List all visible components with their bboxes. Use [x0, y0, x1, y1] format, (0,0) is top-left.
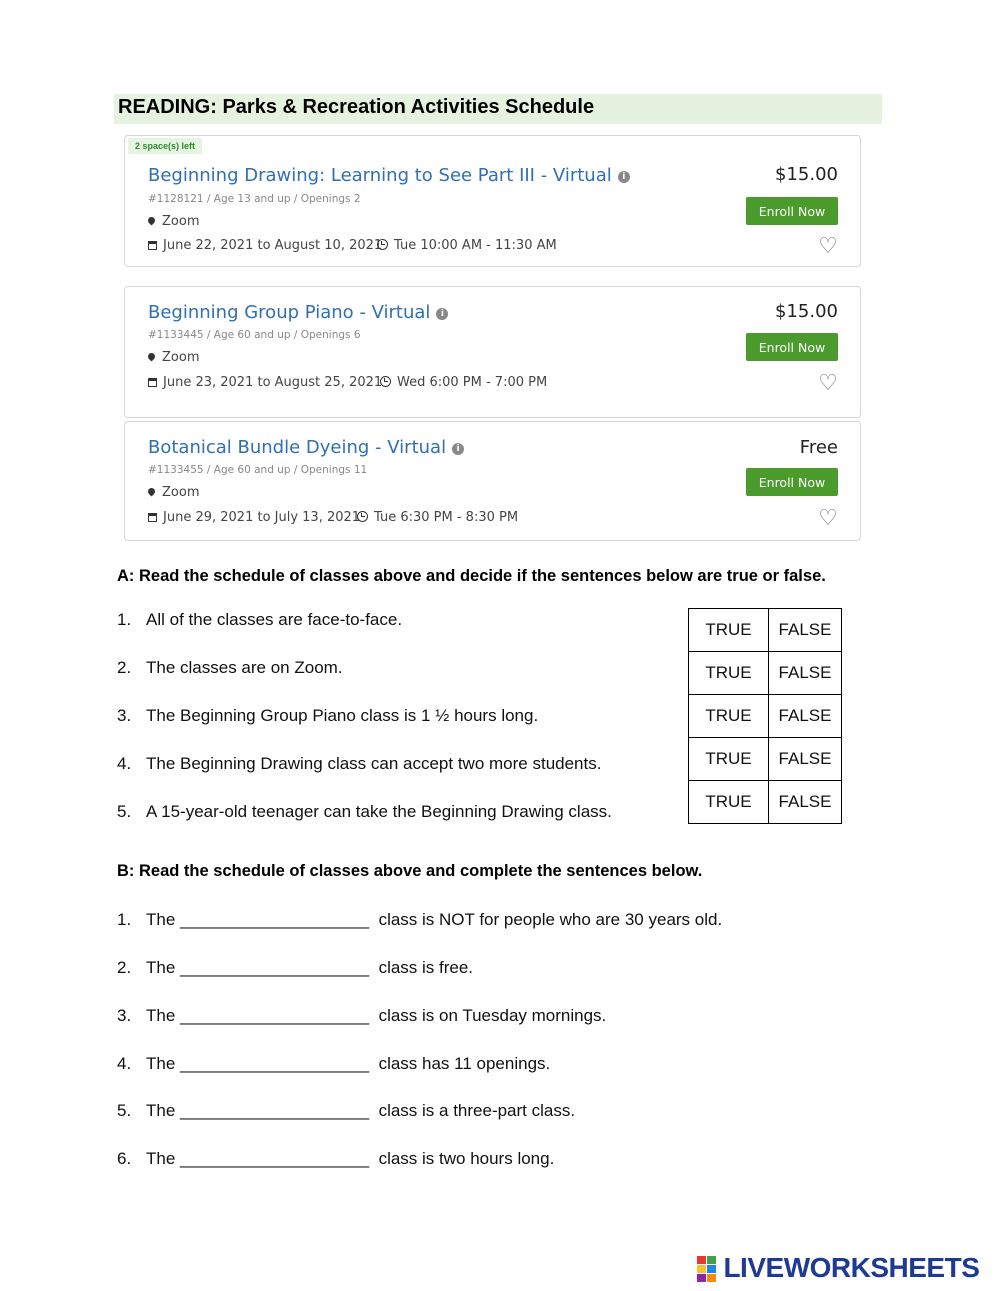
answer-blank[interactable]: The ____________________: [146, 910, 370, 929]
location-pin-icon: [147, 352, 157, 362]
enroll-now-button[interactable]: Enroll Now: [746, 468, 838, 496]
dates-label: June 22, 2021 to August 10, 2021: [163, 238, 383, 253]
question-text: class is two hours long.: [378, 1149, 555, 1168]
time-label: Tue 10:00 AM - 11:30 AM: [394, 238, 557, 253]
class-location: [148, 214, 199, 229]
false-option[interactable]: FALSE: [769, 781, 842, 824]
class-title-link[interactable]: [148, 302, 448, 323]
question-text: class is on Tuesday mornings.: [378, 1006, 607, 1025]
false-option[interactable]: FALSE: [769, 738, 842, 781]
true-option[interactable]: TRUE: [689, 652, 769, 695]
false-option[interactable]: FALSE: [769, 609, 842, 652]
class-title[interactable]: Beginning Drawing: Learning to See Part III - Virtual: [148, 165, 612, 186]
question-number: 6.: [117, 1149, 132, 1168]
true-false-question: [117, 754, 601, 774]
info-icon[interactable]: i: [618, 171, 630, 183]
section-b-heading: B: Read the schedule of classes above and complete the sentences below.: [117, 862, 703, 880]
logo-text: LIVEWORKSHEETS: [723, 1252, 980, 1283]
answer-blank[interactable]: The ____________________: [146, 1054, 370, 1073]
question-number: 5.: [117, 1101, 132, 1120]
true-false-question: [117, 610, 402, 630]
fill-in-question: [117, 1054, 550, 1074]
title-bar: [114, 94, 882, 124]
location-pin-icon: [147, 487, 157, 497]
liveworksheets-logo: [697, 1252, 979, 1288]
answer-blank[interactable]: The ____________________: [146, 1149, 370, 1168]
false-option[interactable]: FALSE: [769, 695, 842, 738]
time-label: Tue 6:30 PM - 8:30 PM: [374, 510, 519, 525]
question-text: All of the classes are face-to-face.: [146, 610, 403, 629]
class-time: [357, 510, 518, 525]
fill-in-question: [117, 1149, 554, 1169]
class-price: $15.00: [775, 164, 838, 185]
question-number: 4.: [117, 1054, 132, 1073]
question-number: 3.: [117, 1006, 132, 1025]
class-title-link[interactable]: [148, 165, 630, 186]
location-label: Zoom: [162, 485, 200, 500]
class-title[interactable]: Botanical Bundle Dyeing - Virtual: [148, 437, 447, 458]
location-label: Zoom: [162, 214, 200, 229]
clock-icon: [357, 511, 368, 522]
true-option[interactable]: TRUE: [689, 738, 769, 781]
class-card: [124, 286, 861, 418]
class-meta: #1128121 / Age 13 and up / Openings 2: [148, 193, 361, 205]
class-dates: [148, 510, 360, 525]
answer-blank[interactable]: The ____________________: [146, 1006, 370, 1025]
class-meta: #1133455 / Age 60 and up / Openings 11: [148, 464, 368, 476]
location-pin-icon: [147, 216, 157, 226]
calendar-icon: [148, 241, 157, 250]
fill-in-question: [117, 1101, 575, 1121]
table-row: [689, 609, 842, 652]
page-title: READING: Parks & Recreation Activities Schedule: [118, 96, 595, 118]
question-number: 5.: [117, 802, 132, 821]
spaces-left-badge: 2 space(s) left: [128, 138, 202, 154]
table-row: [689, 781, 842, 824]
true-false-question: [117, 706, 538, 726]
fill-in-question: [117, 958, 473, 978]
table-row: [689, 652, 842, 695]
heart-icon[interactable]: ♡: [818, 370, 838, 395]
class-card: [124, 135, 861, 267]
question-text: The Beginning Group Piano class is 1 ½ hours long.: [146, 706, 539, 725]
calendar-icon: [148, 513, 157, 522]
question-number: 2.: [117, 958, 132, 977]
class-title-link[interactable]: [148, 437, 464, 458]
false-option[interactable]: FALSE: [769, 652, 842, 695]
question-text: class is NOT for people who are 30 years old.: [378, 910, 723, 929]
enroll-now-button[interactable]: Enroll Now: [746, 333, 838, 361]
fill-in-question: [117, 1006, 606, 1026]
logo-blocks-icon: [697, 1256, 719, 1284]
class-location: [148, 485, 199, 500]
info-icon[interactable]: i: [452, 443, 464, 455]
class-time: [380, 375, 547, 390]
section-a-heading: A: Read the schedule of classes above and decide if the sentences below are true or false.: [117, 567, 826, 585]
heart-icon[interactable]: ♡: [818, 505, 838, 530]
class-title[interactable]: Beginning Group Piano - Virtual: [148, 302, 431, 323]
class-dates: [148, 238, 382, 253]
time-label: Wed 6:00 PM - 7:00 PM: [397, 375, 548, 390]
class-card: [124, 421, 861, 541]
class-dates: [148, 375, 382, 390]
question-text: The classes are on Zoom.: [146, 658, 343, 677]
location-label: Zoom: [162, 350, 200, 365]
table-row: [689, 695, 842, 738]
class-location: [148, 350, 199, 365]
question-number: 1.: [117, 610, 132, 629]
fill-in-question: [117, 910, 722, 930]
true-option[interactable]: TRUE: [689, 609, 769, 652]
question-text: A 15-year-old teenager can take the Beginning Drawing class.: [146, 802, 612, 821]
info-icon[interactable]: i: [436, 308, 448, 320]
heart-icon[interactable]: ♡: [818, 233, 838, 258]
class-meta: #1133445 / Age 60 and up / Openings 6: [148, 329, 361, 341]
table-row: [689, 738, 842, 781]
question-text: class is free.: [378, 958, 474, 977]
true-option[interactable]: TRUE: [689, 781, 769, 824]
question-number: 1.: [117, 910, 132, 929]
question-text: class has 11 openings.: [378, 1054, 551, 1073]
true-option[interactable]: TRUE: [689, 695, 769, 738]
question-text: class is a three-part class.: [378, 1101, 576, 1120]
dates-label: June 29, 2021 to July 13, 2021: [163, 510, 361, 525]
clock-icon: [377, 239, 388, 250]
question-number: 3.: [117, 706, 132, 725]
answer-blank[interactable]: The ____________________: [146, 1101, 370, 1120]
enroll-now-button[interactable]: Enroll Now: [746, 197, 838, 225]
calendar-icon: [148, 378, 157, 387]
true-false-question: [117, 658, 343, 678]
answer-blank[interactable]: The ____________________: [146, 958, 370, 977]
class-time: [377, 238, 557, 253]
clock-icon: [380, 376, 391, 387]
true-false-table: [688, 608, 842, 824]
question-text: The Beginning Drawing class can accept two more students.: [146, 754, 602, 773]
question-number: 4.: [117, 754, 132, 773]
dates-label: June 23, 2021 to August 25, 2021: [163, 375, 383, 390]
class-price: Free: [799, 437, 838, 458]
true-false-question: [117, 802, 612, 822]
question-number: 2.: [117, 658, 132, 677]
class-price: $15.00: [775, 301, 838, 322]
